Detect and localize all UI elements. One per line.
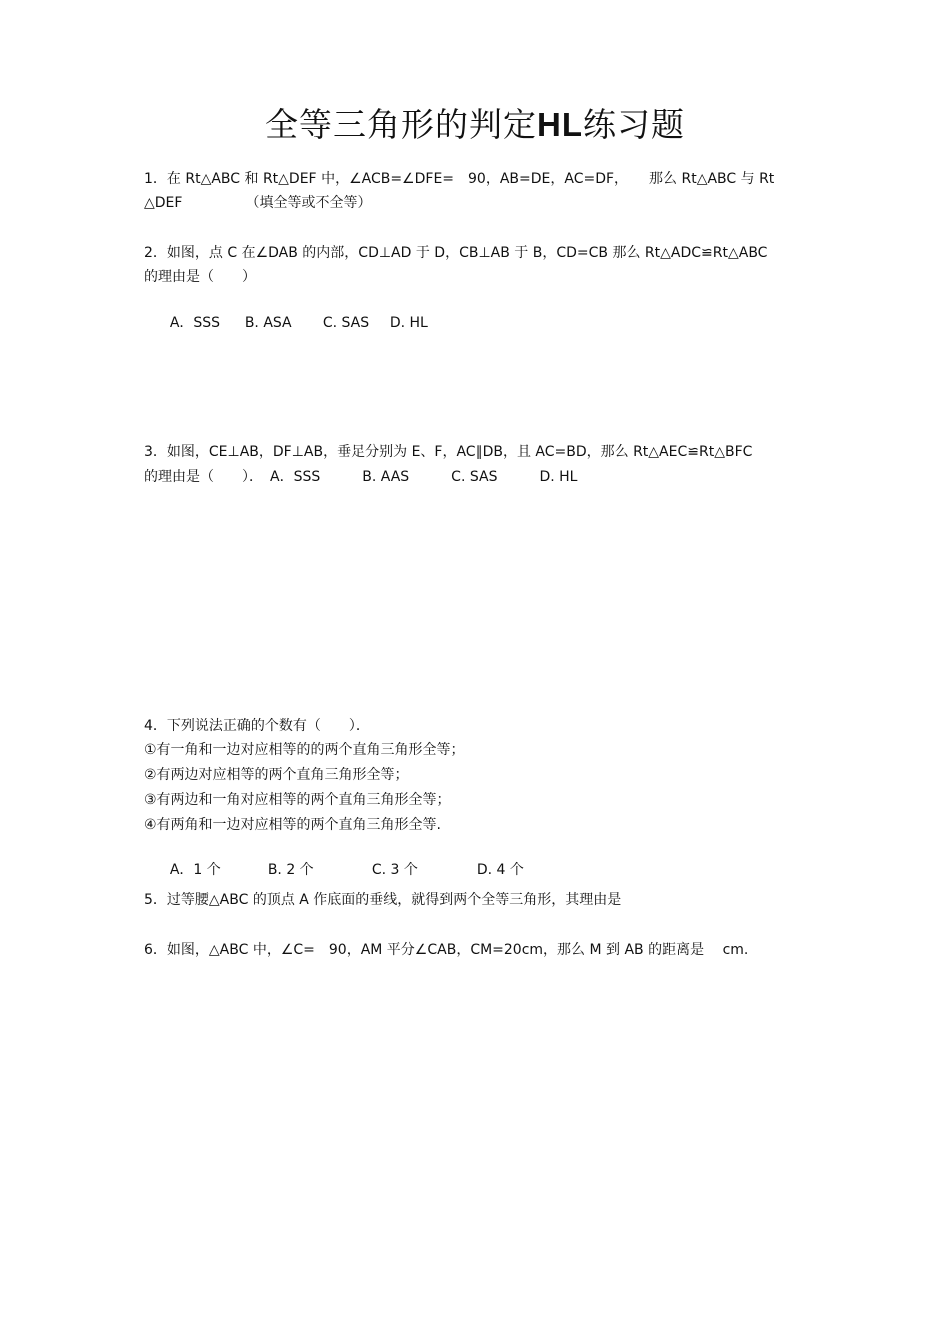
- question-3-line-1: 3．如图，CE⊥AB，DF⊥AB，垂足分别为 E、F，AC∥DB，且 AC=BD，那么 Rt△AEC≌Rt△BFC: [144, 444, 753, 460]
- question-4-option-d: D. 4 个: [476, 862, 524, 878]
- question-2-option-d: D. HL: [389, 315, 428, 331]
- question-6-line-1: 6．如图，△ABC 中，∠C= 90，AM 平分∠CAB，CM=20cm，那么 M 到 AB 的距离是 cm.: [144, 942, 749, 958]
- question-1-line-1: 1．在 Rt△ABC 和 Rt△DEF 中，∠ACB=∠DFE= 90，AB=DE，AC=DF， 那么 Rt△ABC 与 Rt: [144, 171, 775, 187]
- question-4-line-1: 4．下列说法正确的个数有（ ）．: [144, 718, 370, 734]
- question-2-option-c: C. SAS: [322, 315, 370, 331]
- question-2-options: [152, 293, 428, 353]
- question-3-line-2: 的理由是（ ）． A．SSS B. AAS C. SAS D. HL: [144, 469, 578, 485]
- title-hl: HL: [537, 106, 583, 143]
- question-4-option-b: B. 2 个: [267, 862, 314, 878]
- question-4-option-a: A．1 个: [169, 862, 221, 878]
- title-suffix: 练习题: [583, 105, 685, 144]
- question-4-statement-2: ②有两边对应相等的两个直角三角形全等；: [144, 767, 409, 783]
- question-2-line-1: 2．如图，点 C 在∠DAB 的内部，CD⊥AD 于 D，CB⊥AB 于 B，CD=CB 那么 Rt△ADC≌Rt△ABC: [144, 245, 768, 261]
- question-5-line-1: 5．过等腰△ABC 的顶点 A 作底面的垂线，就得到两个全等三角形，其理由是: [144, 892, 622, 908]
- title-main: 全等三角形的判定: [265, 105, 537, 144]
- page-title: [0, 100, 950, 150]
- question-4-statement-3: ③有两边和一角对应相等的两个直角三角形全等；: [144, 792, 451, 808]
- question-4-statement-4: ④有两角和一边对应相等的两个直角三角形全等.: [144, 817, 441, 833]
- question-2-line-2: 的理由是（ ）: [144, 269, 256, 285]
- question-4-option-c: C. 3 个: [371, 862, 418, 878]
- question-2-option-a: A．SSS: [169, 315, 221, 331]
- question-2-option-b: B. ASA: [244, 315, 292, 331]
- question-1-line-2: △DEF （填全等或不全等）: [144, 195, 372, 211]
- question-4-statement-1: ①有一角和一边对应相等的的两个直角三角形全等；: [144, 742, 465, 758]
